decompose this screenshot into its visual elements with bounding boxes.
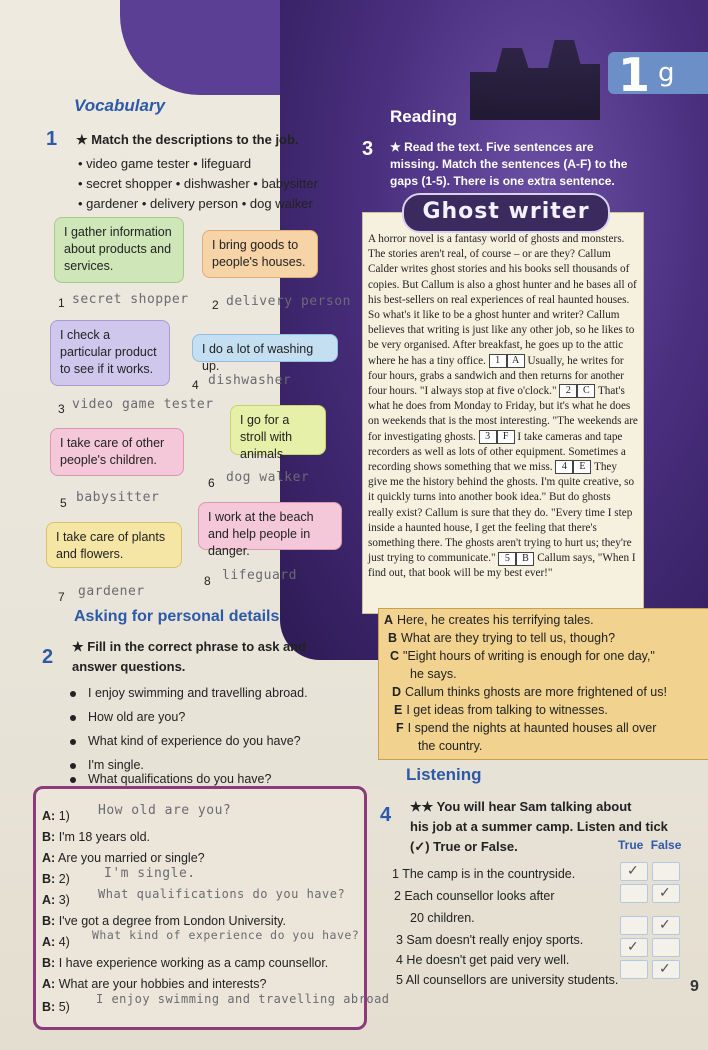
exercise-instruction: ★ Match the descriptions to the job.: [76, 132, 299, 147]
sentence-letter: C: [390, 649, 400, 663]
handwritten-answer: lifeguard: [222, 568, 297, 583]
true-checkbox[interactable]: [620, 862, 648, 881]
handwritten-answer: I enjoy swimming and travelling abroad: [96, 992, 390, 1006]
reading-sentence: A horror novel is a fantasy world of ghosts and monsters. The stories aren't real, of course – or are they? Callum Calder writes ghost stories and his books sell thousands of copies. But Callum is also a ghost hunter and he bases all of his best-sellers on real experiences of real haunted houses. So what's it like to be a ghost hunter and writer? Callum believes that writing is just like any other job, so he likes to be very organised. After breakfast, he goes up to the attic where he has a tiny office.: [368, 233, 637, 367]
statement: 4 He doesn't get paid very well.: [396, 953, 570, 967]
line-text: I have experience working as a camp counsellor.: [58, 956, 329, 970]
dialogue-line: [42, 913, 286, 929]
answer-number: 2: [212, 298, 219, 312]
false-label: False: [650, 838, 682, 852]
reading-title: Ghost writer: [402, 193, 610, 233]
sentence-letter: A: [384, 613, 394, 627]
phrase-text: What kind of experience do you have?: [88, 734, 301, 748]
reading-heading: Reading: [390, 107, 458, 126]
statement: 20 children.: [410, 911, 475, 925]
gap-4: 4: [555, 460, 573, 474]
sentence-letter: D: [392, 685, 402, 699]
sentence-letter: F: [396, 721, 404, 735]
statement: 2 Each counsellor looks after: [394, 889, 555, 903]
handwritten-answer: What qualifications do you have?: [98, 887, 346, 901]
exercise-instruction: his job at a summer camp. Listen and tick: [410, 819, 668, 834]
description-bubble: I take care of plants and flowers.: [46, 522, 182, 568]
sentence-option: [394, 702, 608, 718]
sentence-text: he says.: [410, 667, 457, 681]
gap-5-answer: B: [516, 552, 534, 566]
speaker: B:: [42, 956, 56, 970]
handwritten-answer: dog walker: [226, 470, 310, 485]
line-text: 4): [58, 935, 70, 949]
phrase-text: What qualifications do you have?: [88, 772, 272, 786]
reading-sentence: That's what he does from Monday to Friday, but it's what he does on weekends that is the most interesting. "The weekends are for investigating ghosts.: [368, 385, 638, 443]
dialogue-line: [42, 955, 328, 971]
sentence-option: [390, 648, 655, 664]
line-text: 5): [58, 1000, 70, 1014]
speaker: B:: [42, 914, 56, 928]
description-bubble: I take care of other people's children.: [50, 428, 184, 476]
dialogue-line: [42, 934, 70, 950]
line-text: 1): [58, 809, 70, 823]
handwritten-answer: video game tester: [72, 397, 214, 412]
tick-mark: ✓: [659, 960, 671, 976]
line-text: What are your hobbies and interests?: [58, 977, 267, 991]
speaker: A:: [42, 935, 56, 949]
dialogue-line: [42, 999, 70, 1015]
vocabulary-heading: Vocabulary: [74, 96, 166, 115]
job-list-line: • secret shopper • dishwasher • babysitter: [78, 176, 318, 191]
answer-number: 4: [192, 378, 199, 392]
description-bubble: I gather information about products and services.: [54, 217, 184, 283]
sentence-option: [388, 630, 615, 646]
sentence-text: What are they trying to tell us, though?: [401, 631, 616, 645]
exercise-instruction: (✓) True or False.: [410, 839, 518, 854]
tick-mark: ✓: [659, 884, 671, 900]
page-number: 9: [690, 978, 699, 995]
reading-sentence: Usually, he writes for four hours, grabs a sandwich and then returns for another four hours. "I always stop at five o'clock.": [368, 354, 624, 398]
unit-number: 1: [618, 48, 651, 102]
speaker: B:: [42, 1000, 56, 1014]
speaker: A:: [42, 893, 56, 907]
true-checkbox[interactable]: [620, 884, 648, 903]
false-checkbox[interactable]: [652, 862, 680, 881]
bullet: [70, 739, 76, 745]
description-bubble: I go for a stroll with animals.: [230, 405, 326, 455]
exercise-instruction: answer questions.: [72, 659, 186, 674]
sentence-text: Callum thinks ghosts are more frightened of us!: [405, 685, 667, 699]
phrase-text: I enjoy swimming and travelling abroad.: [88, 686, 308, 700]
line-text: I've got a degree from London University.: [58, 914, 286, 928]
sentence-text: I get ideas from talking to witnesses.: [406, 703, 608, 717]
false-checkbox[interactable]: [652, 884, 680, 903]
dialogue-line: [42, 871, 70, 887]
dialogue-line: [42, 976, 266, 992]
sentence-option: [396, 720, 656, 736]
sentence-text: Here, he creates his terrifying tales.: [397, 613, 594, 627]
handwritten-answer: dishwasher: [208, 373, 292, 388]
gap-3: 3: [479, 430, 497, 444]
sentence-letter: E: [394, 703, 403, 717]
tick-mark: ✓: [659, 916, 671, 932]
gap-5: 5: [498, 552, 516, 566]
gap-1: 1: [489, 354, 507, 368]
handwritten-answer: I'm single.: [104, 866, 196, 881]
sentence-text: the country.: [418, 739, 483, 753]
statement: 5 All counsellors are university students.: [396, 973, 619, 987]
false-checkbox[interactable]: [652, 938, 680, 957]
speaker: B:: [42, 830, 56, 844]
sentence-letter: B: [388, 631, 398, 645]
false-checkbox[interactable]: [652, 916, 680, 935]
line-text: I'm 18 years old.: [58, 830, 151, 844]
dialogue-line: [42, 829, 150, 845]
phrase-text: How old are you?: [88, 710, 186, 724]
sentence-option: [414, 738, 482, 754]
statement: 3 Sam doesn't really enjoy sports.: [396, 933, 584, 947]
exercise-number: 3: [362, 138, 374, 160]
tick-mark: ✓: [627, 862, 639, 878]
answer-number: 7: [58, 590, 65, 604]
phrase-option: [70, 709, 185, 725]
speaker: A:: [42, 851, 56, 865]
reading-sentence: Callum says, "When I find out, that book will be my best ever!": [368, 552, 636, 580]
gap-2-answer: C: [577, 384, 595, 398]
bullet: [70, 691, 76, 697]
answer-number: 5: [60, 496, 67, 510]
sentence-option: [406, 666, 457, 682]
dialogue-line: [42, 850, 205, 866]
handwritten-answer: gardener: [78, 584, 145, 599]
phrase-option: [70, 685, 308, 701]
unit-letter: g: [658, 58, 675, 88]
exercise-instruction: missing. Match the sentences (A-F) to the: [390, 157, 628, 171]
handwritten-answer: What kind of experience do you have?: [92, 928, 360, 942]
true-checkbox[interactable]: [620, 960, 648, 979]
sentence-option: [384, 612, 594, 628]
speaker: A:: [42, 809, 56, 823]
job-list-line: • gardener • delivery person • dog walker: [78, 196, 313, 211]
speaker: B:: [42, 872, 56, 886]
bullet: [70, 763, 76, 769]
exercise-number: 1: [46, 128, 58, 150]
true-checkbox[interactable]: [620, 916, 648, 935]
line-text: 2): [58, 872, 70, 886]
gap-1-answer: A: [507, 354, 525, 368]
handwritten-answer: secret shopper: [72, 292, 189, 307]
handwritten-answer: How old are you?: [98, 803, 232, 818]
handwritten-answer: babysitter: [76, 490, 160, 505]
true-checkbox[interactable]: [620, 938, 648, 957]
exercise-instruction: ★★ You will hear Sam talking about: [410, 799, 632, 814]
dialogue-line: [42, 892, 70, 908]
tick-mark: ✓: [627, 938, 639, 954]
description-bubble: I check a particular product to see if it works.: [50, 320, 170, 386]
phrase-text: I'm single.: [88, 758, 144, 772]
unit-tab: [608, 48, 708, 102]
bullet: [70, 777, 76, 783]
handwritten-answer: delivery person: [226, 294, 351, 309]
exercise-number: 2: [42, 646, 54, 668]
exercise-instruction: ★ Read the text. Five sentences are: [390, 140, 594, 154]
sentence-text: "Eight hours of writing is enough for one day,": [403, 649, 655, 663]
description-bubble: I bring goods to people's houses.: [202, 230, 318, 278]
line-text: Are you married or single?: [58, 851, 205, 865]
statement: 1 The camp is in the countryside.: [392, 867, 576, 881]
reading-sentence: They give me the history behind the ghosts. I'm quite creative, so it quickly turns into another book idea." But do ghosts really exist? Callum is sure that they do. "Every time I step inside a haunted house, I get the feeling that there's something there. The ghosts aren't trying to hurt us; they're just trying to communicate.": [368, 461, 635, 565]
true-false-header: [618, 838, 686, 858]
gap-2: 2: [559, 384, 577, 398]
phrase-option: [70, 733, 301, 749]
exercise-number: 4: [380, 804, 392, 826]
answer-number: 6: [208, 476, 215, 490]
job-list-line: • video game tester • lifeguard: [78, 156, 252, 171]
description-bubble: I work at the beach and help people in danger.: [198, 502, 342, 550]
answer-number: 8: [204, 574, 211, 588]
gap-3-answer: F: [497, 430, 515, 444]
exercise-instruction: gaps (1-5). There is one extra sentence.: [390, 174, 615, 188]
answer-number: 1: [58, 296, 65, 310]
answer-number: 3: [58, 402, 65, 416]
phrase-option: [70, 771, 271, 787]
false-checkbox[interactable]: [652, 960, 680, 979]
reading-sentence: I take cameras and tape recorders as well as lots of other equipment. Sometimes a recording shows something that we miss.: [368, 430, 626, 474]
sentence-option: [392, 684, 667, 700]
listening-heading: Listening: [406, 765, 482, 784]
reading-paragraph: [368, 232, 638, 582]
reading-text: [368, 232, 638, 582]
speaker: A:: [42, 977, 56, 991]
sentence-text: I spend the nights at haunted houses all over: [407, 721, 657, 735]
exercise-instruction: ★ Fill in the correct phrase to ask and: [72, 639, 307, 654]
description-bubble: I do a lot of washing up.: [192, 334, 338, 362]
dialogue-line: [42, 808, 70, 824]
line-text: 3): [58, 893, 70, 907]
bullet: [70, 715, 76, 721]
gap-4-answer: E: [573, 460, 591, 474]
true-label: True: [618, 838, 644, 852]
personal-details-heading: Asking for personal details: [74, 608, 280, 625]
